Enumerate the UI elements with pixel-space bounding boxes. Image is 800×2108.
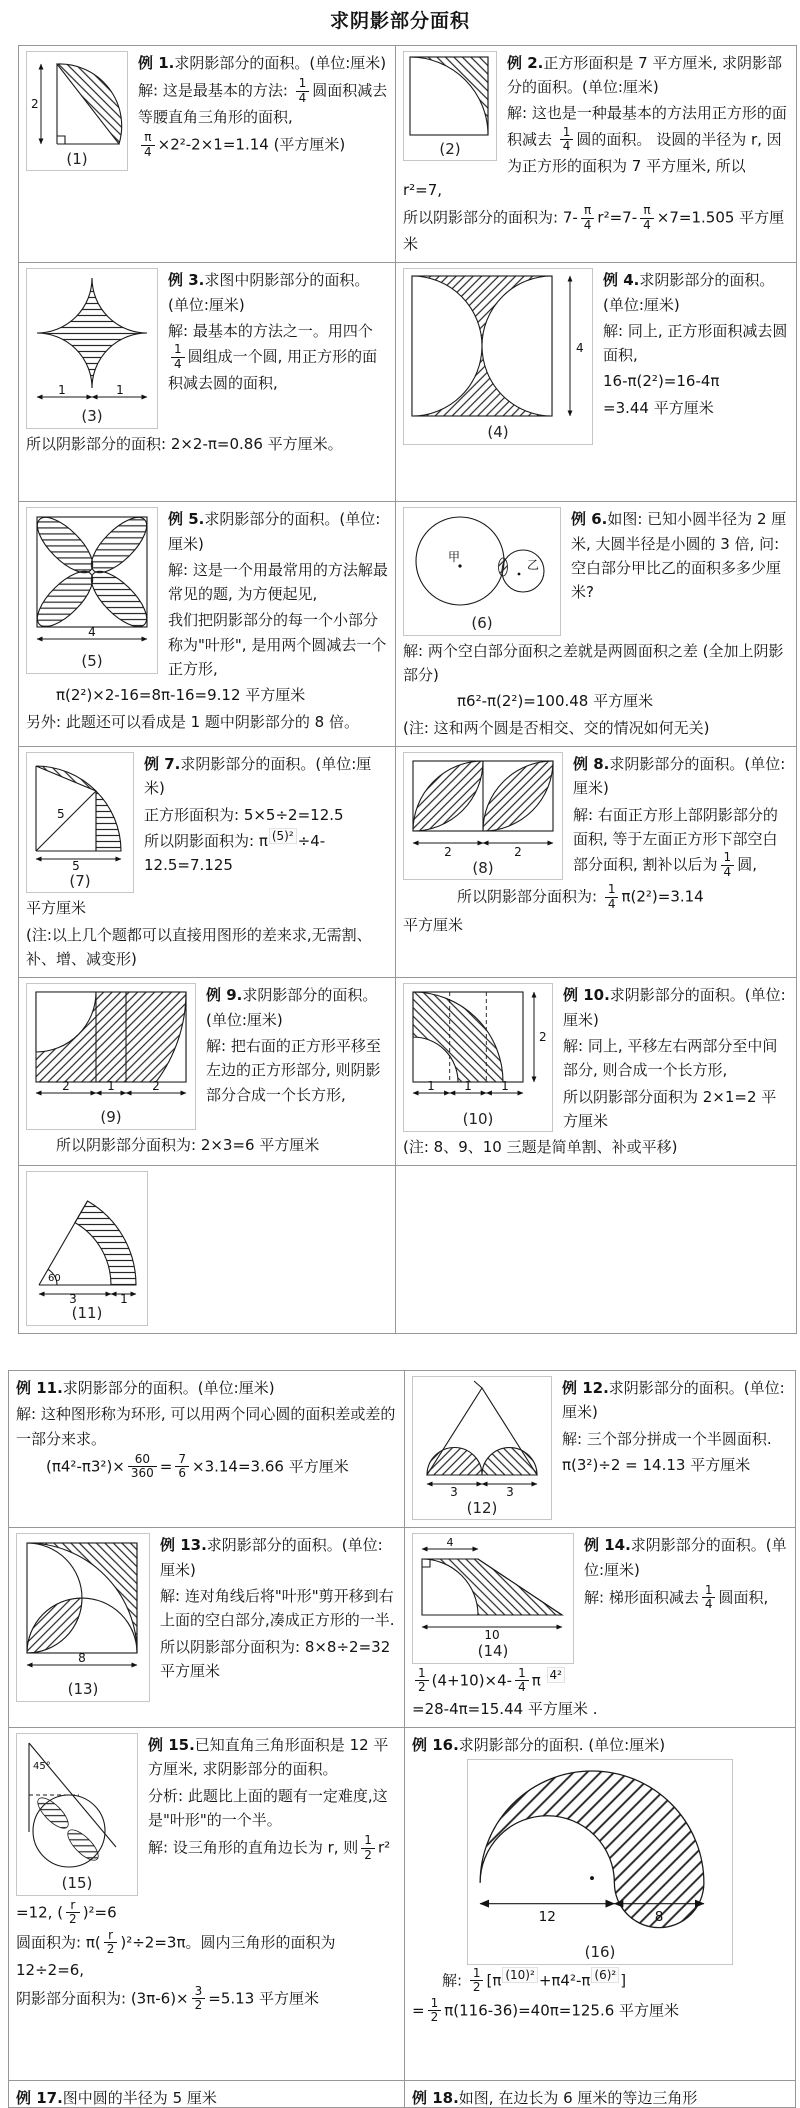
fraction: $\frac{r}{2}$ xyxy=(66,1899,80,1927)
fraction: $\frac{1}{4}$ xyxy=(605,883,619,911)
circle-label: 甲 xyxy=(448,550,461,565)
formula-line: π6²-π(2²)=100.48 平方厘米 xyxy=(457,692,654,711)
solution-line: 平方厘米 xyxy=(403,916,464,935)
note-line: (注:以上几个题都可以直接用图形的差来求,无需割、补、增、减变形) xyxy=(26,925,372,969)
figure-16-caption: (16) xyxy=(584,1943,616,1962)
example-8-cell xyxy=(396,747,796,977)
dim-label: 5 xyxy=(72,858,80,871)
table-row xyxy=(9,1527,795,1727)
example-13-cell xyxy=(9,1528,405,1727)
circle-label: 乙 xyxy=(527,558,540,573)
solution-line: 解: 三个部分拼成一个半圆面积. xyxy=(562,1429,772,1448)
dim-label: 8 xyxy=(654,1909,664,1926)
fraction: $\frac{60}{360}$ xyxy=(128,1453,157,1481)
block-gap xyxy=(0,1334,800,1370)
example-2-cell xyxy=(396,46,796,263)
angle-label: 60 xyxy=(48,1273,61,1285)
fraction: $\frac{1}{4}$ xyxy=(560,126,574,154)
figure-13-drawing xyxy=(21,1537,145,1679)
dim-label: 10 xyxy=(484,1628,500,1642)
figure-15-caption: (15) xyxy=(61,1874,93,1893)
formula-line: =12, ( $\frac{r}{2}$ )²=6 xyxy=(16,1897,117,1927)
figure-3-caption: (3) xyxy=(81,407,103,426)
formula-line: $\frac{1}{2}$ (4+10)×4- $\frac{1}{4}$ π $^{4^2}$ xyxy=(412,1667,788,1695)
solution-line: 解: 这种图形称为环形, 可以用两个同心圆的面积差或差的一部分来求。 xyxy=(16,1405,396,1448)
example-16-cell xyxy=(405,1728,795,2080)
fraction: $\frac{1}{4}$ xyxy=(296,77,310,105)
solution-line: 解: 右面正方形上部阴影部分的面积, 等于左面正方形下部空白部分面积, 割补以后为 $\frac{1}{4}$ 圆, xyxy=(573,805,778,879)
figure-14-drawing xyxy=(417,1537,569,1641)
figure-6 xyxy=(403,507,561,636)
example-title: 例 6.如图: 已知小圆半径为 2 厘米, 大圆半径是小圆的 3 倍, 问: 空白部分甲比乙的面积多多少厘米? xyxy=(571,510,787,602)
formula-line: 16-π(2²)=16-4π xyxy=(603,372,720,391)
example-3-cell xyxy=(19,263,396,501)
page-title: 求阴影部分面积 xyxy=(329,10,470,32)
example-4-cell xyxy=(396,263,796,501)
figure-6-drawing xyxy=(408,511,556,613)
figure-7 xyxy=(26,752,134,894)
figure-16-drawing xyxy=(472,1763,728,1942)
dim-label: 2 xyxy=(62,1079,70,1094)
formula-line: =3.44 平方厘米 xyxy=(603,398,714,417)
formula-line: = $\frac{1}{2}$ π(116-36)=40π=125.6 平方厘米 xyxy=(412,1995,680,2025)
figure-15-drawing xyxy=(21,1737,133,1873)
dim-label: 3 xyxy=(506,1484,514,1498)
table-row xyxy=(19,46,796,263)
solution-line: 解: 这是最基本的方法: $\frac{1}{4}$ 圆面积减去等腰直角三角形的面积, xyxy=(138,76,388,126)
dim-label: 1 xyxy=(116,383,124,398)
table-row xyxy=(9,1727,795,2080)
formula-line: 所以阴影面积为: π $^{(5)^2}$ ÷4-12.5=7.125 xyxy=(144,828,326,875)
table-row xyxy=(9,1371,795,1528)
figure-4-caption: (4) xyxy=(487,423,509,442)
solution-line: 解: 把右面的正方形平移至左边的正方形部分, 则阴影部分合成一个长方形, xyxy=(206,1036,381,1104)
example-title: 例 17.图中圆的半径为 5 厘米 xyxy=(16,2089,217,2108)
dim-label: 4 xyxy=(446,1537,454,1550)
formula-line: $\frac{\pi}{4}$ ×2²-2×1=1.14 (平方厘米) xyxy=(56,131,388,159)
fraction: $\frac{1}{2}$ xyxy=(470,1967,484,1995)
formula-line: (π4²-π3²)× $\frac{60}{360}$ = $\frac{7}{6}$ ×3.14=3.66 平方厘米 xyxy=(46,1451,349,1481)
table-row xyxy=(19,262,796,501)
formula-line: 所以阴影部分面积为: $\frac{1}{4}$ π(2²)=3.14 xyxy=(457,882,704,911)
example-10-cell xyxy=(396,978,796,1165)
solution-line: 解: 设三角形的直角边长为 r, 则 $\frac{1}{2}$ r² xyxy=(148,1833,391,1862)
figure-12 xyxy=(412,1376,552,1521)
example-title: 例 3.求图中阴影部分的面积。(单位:厘米) xyxy=(168,271,370,314)
figure-4-drawing xyxy=(408,272,588,422)
figure-3 xyxy=(26,268,158,429)
figure-10 xyxy=(403,983,553,1132)
dim-label: 5 xyxy=(57,806,65,821)
figure-7-caption: (7) xyxy=(69,871,91,890)
example-title: 例 4.求阴影部分的面积。(单位:厘米) xyxy=(603,271,775,314)
fraction: $\frac{\pi}{4}$ xyxy=(141,131,155,159)
figure-12-caption: (12) xyxy=(466,1498,498,1517)
figure-14-caption: (14) xyxy=(477,1642,509,1661)
table-row xyxy=(19,746,796,977)
example-title: 例 18.如图, 在边长为 6 厘米的等边三角形 xyxy=(412,2089,698,2108)
fraction: $\frac{1}{2}$ xyxy=(361,1834,375,1862)
formula-line: 所以阴影部分面积为: 8×8÷2=32 平方厘米 xyxy=(160,1637,391,1680)
superscript: (10)² xyxy=(502,1967,537,1983)
example-title: 例 15.已知直角三角形面积是 12 平方厘米, 求阴影部分的面积。 xyxy=(148,1736,389,1779)
dim-label: 2 xyxy=(152,1079,160,1094)
figure-5 xyxy=(26,507,158,674)
figure-11-drawing xyxy=(31,1175,143,1303)
fraction: $\frac{\pi}{4}$ xyxy=(581,204,595,232)
table-row xyxy=(9,2080,795,2107)
formula-line: 12÷2=6, xyxy=(16,1961,85,1980)
figure-2-caption: (2) xyxy=(439,139,461,158)
example-14-cell xyxy=(405,1528,795,1727)
figure-13 xyxy=(16,1533,150,1702)
formula-line: 圆面积为: π( $\frac{r}{2}$ )²÷2=3π。圆内三角形的面积为 xyxy=(16,1927,336,1956)
dim-label: 1 xyxy=(107,1079,115,1094)
dim-label: 1 xyxy=(58,383,66,398)
example-title: 例 1.求阴影部分的面积。(单位:厘米) xyxy=(138,53,387,72)
figure-2-drawing xyxy=(408,55,492,139)
example-title: 例 12.求阴影部分的面积。(单位:厘米) xyxy=(562,1378,785,1422)
example-17-cell xyxy=(9,2081,405,2107)
figure-11-caption: (11) xyxy=(71,1304,103,1323)
fraction: $\frac{1}{2}$ xyxy=(415,1667,429,1695)
formula-line: 解: $\frac{1}{2}$ [π $^{(10)^2}$ +π4²-π $^{(6)^2}$ ] xyxy=(442,1965,627,1995)
figure-4 xyxy=(403,268,593,445)
example-9-cell xyxy=(19,978,396,1165)
example-1-cell xyxy=(19,46,396,263)
formula-line: =28-4π=15.44 平方厘米 . xyxy=(412,1699,598,1718)
figure-14 xyxy=(412,1533,574,1664)
formula-line: π(2²)×2-16=8π-16=9.12 平方厘米 xyxy=(56,686,306,705)
superscript: 4² xyxy=(547,1667,565,1683)
dim-label: 3 xyxy=(69,1292,77,1304)
dim-label: 2 xyxy=(444,844,452,858)
example-title: 例 8.求阴影部分的面积。(单位:厘米) xyxy=(573,754,786,798)
figure-8-drawing xyxy=(408,756,558,858)
dim-label: 8 xyxy=(78,1651,86,1666)
solution-line: 解: 梯形面积减去 $\frac{1}{4}$ 圆面积, xyxy=(584,1583,769,1612)
formula-line: π(3²)÷2 = 14.13 平方厘米 xyxy=(562,1455,751,1474)
figure-9-caption: (9) xyxy=(100,1108,122,1127)
fraction: $\frac{1}{4}$ xyxy=(702,1584,716,1612)
example-title: 例 5.求阴影部分的面积。(单位:厘米) xyxy=(168,510,381,553)
table-row xyxy=(19,501,796,746)
figure-11-cell xyxy=(19,1166,396,1333)
note-line: (注: 8、9、10 三题是简单割、补或平移) xyxy=(403,1138,678,1157)
figure-9-drawing xyxy=(31,987,191,1107)
fraction: $\frac{1}{4}$ xyxy=(171,343,185,371)
dim-label: 2 xyxy=(514,844,522,858)
example-title: 例 14.求阴影部分的面积。(单位:厘米) xyxy=(584,1536,787,1579)
solution-line: 解: 同上, 正方形面积减去圆面积, xyxy=(603,321,788,365)
figure-6-caption: (6) xyxy=(471,614,493,633)
example-15-cell xyxy=(9,1728,405,2080)
example-7-cell xyxy=(19,747,396,977)
example-title: 例 13.求阴影部分的面积。(单位:厘米) xyxy=(160,1536,383,1579)
solution-line: 所以阴影部分的面积: 2×2-π=0.86 平方厘米。 xyxy=(26,434,343,453)
example-title: 例 16.求阴影部分的面积. (单位:厘米) xyxy=(412,1736,666,1755)
dim-label: 4 xyxy=(576,341,584,356)
dim-label: 4 xyxy=(88,625,96,640)
example-18-cell xyxy=(405,2081,795,2107)
dim-label: 12 xyxy=(538,1909,556,1926)
fraction: $\frac{r}{2}$ xyxy=(104,1929,118,1957)
example-12-cell xyxy=(405,1371,795,1528)
dim-label: 1 xyxy=(120,1292,128,1304)
figure-7-drawing xyxy=(31,756,129,871)
figure-1-drawing xyxy=(31,55,123,149)
dim-label: 1 xyxy=(464,1079,472,1094)
angle-label: 45° xyxy=(33,1761,51,1773)
fraction: $\frac{1}{2}$ xyxy=(428,1997,442,2025)
figure-10-drawing xyxy=(408,987,548,1109)
solution-line: 解: 连对角线后将"叶形"剪开移到右上面的空白部分,凑成正方形的一半. xyxy=(160,1587,395,1630)
table-row xyxy=(19,977,796,1165)
fraction: $\frac{1}{4}$ xyxy=(721,851,735,879)
figure-5-drawing xyxy=(31,511,153,651)
solution-line: 解: 同上, 平移左右两部分至中间部分, 则合成一个长方形, xyxy=(563,1036,778,1080)
figure-11 xyxy=(26,1171,148,1326)
solution-line: 解: 两个空白部分面积之差就是两圆面积之差 (全加上阴影部分) xyxy=(403,641,784,685)
superscript: (6)² xyxy=(591,1967,619,1983)
dim-label: 3 xyxy=(450,1484,458,1498)
example-title: 例 7.求阴影部分的面积。(单位:厘米) xyxy=(144,754,372,798)
solution-line: 解: 这是一个用最常用的方法解最常见的题, 为方便起见, xyxy=(168,560,388,604)
fraction: $\frac{1}{4}$ xyxy=(515,1667,529,1695)
example-title: 例 11.求阴影部分的面积。(单位:厘米) xyxy=(16,1378,275,1397)
formula-line: 所以阴影部分面积为 2×1=2 平方厘米 xyxy=(563,1087,777,1130)
note-line: 另外: 此题还可以看成是 1 题中阴影部分的 8 倍。 xyxy=(26,712,359,731)
example-6-cell xyxy=(396,502,796,746)
example-11-cell xyxy=(9,1371,405,1528)
fraction: $\frac{\pi}{4}$ xyxy=(640,204,654,232)
formula-line: 阴影部分面积为: (3π-6)× $\frac{3}{2}$ =5.13 平方厘米 xyxy=(16,1983,320,2013)
problems-table-2 xyxy=(8,1370,796,2108)
example-title: 例 10.求阴影部分的面积。(单位:厘米) xyxy=(563,986,786,1029)
figure-5-caption: (5) xyxy=(81,652,103,671)
example-title: 例 9.求阴影部分的面积。(单位:厘米) xyxy=(206,986,378,1029)
figure-10-caption: (10) xyxy=(462,1110,494,1129)
figure-8 xyxy=(403,752,563,881)
solution-line: 正方形面积为: 5×5÷2=12.5 xyxy=(144,805,344,824)
figure-9 xyxy=(26,983,196,1130)
figure-15 xyxy=(16,1733,138,1896)
solution-line: 解: 最基本的方法之一。用四个 $\frac{1}{4}$ 圆组成一个圆, 用正方形的面积减去圆的面积, xyxy=(168,321,378,393)
dim-label: 1 xyxy=(427,1079,435,1094)
figure-8-caption: (8) xyxy=(472,858,494,877)
formula-line: 所以阴影部分的面积为: 7- $\frac{\pi}{4}$ r²=7- $\frac{\pi}{4}$ ×7=1.505 平方厘米 xyxy=(403,203,785,253)
figure-16 xyxy=(467,1759,733,1965)
superscript: (5)² xyxy=(269,828,297,844)
example-title: 例 2.正方形面积是 7 平方厘米, 求阴影部分的面积。(单位:厘米) xyxy=(507,53,782,97)
dim-label: 1 xyxy=(501,1079,509,1094)
analysis-line: 分析: 此题比上面的题有一定难度,这是"叶形"的一个半。 xyxy=(148,1786,388,1830)
solution-line: 平方厘米 xyxy=(26,899,87,918)
dim-label: 2 xyxy=(31,96,39,111)
example-5-cell xyxy=(19,502,396,746)
fraction: $\frac{3}{2}$ xyxy=(192,1985,206,2013)
empty-cell xyxy=(396,1166,796,1333)
solution-line: 我们把阴影部分的每一个小部分称为"叶形", 是用两个圆减去一个正方形, xyxy=(168,611,387,679)
solution-line: 解: 这也是一种最基本的方法用正方形的面积减去 $\frac{1}{4}$ 圆的面积。 设圆的半径为 r, 因为正方形的面积为 7 平方厘米, 所以 r²=7, xyxy=(403,104,787,199)
figure-2 xyxy=(403,51,497,162)
figure-3-drawing xyxy=(31,272,153,406)
formula-line: 所以阴影部分面积为: 2×3=6 平方厘米 xyxy=(56,1135,320,1154)
table-row xyxy=(19,1165,796,1333)
dim-label: 2 xyxy=(539,1030,547,1045)
figure-12-drawing xyxy=(417,1380,547,1498)
figure-13-caption: (13) xyxy=(67,1680,99,1699)
problems-table-1 xyxy=(18,45,797,1334)
note-line: (注: 这和两个圆是否相交、交的情况如何无关) xyxy=(403,718,710,737)
fraction: $\frac{7}{6}$ xyxy=(175,1453,189,1481)
figure-1-caption: (1) xyxy=(66,149,88,168)
figure-1 xyxy=(26,51,128,172)
